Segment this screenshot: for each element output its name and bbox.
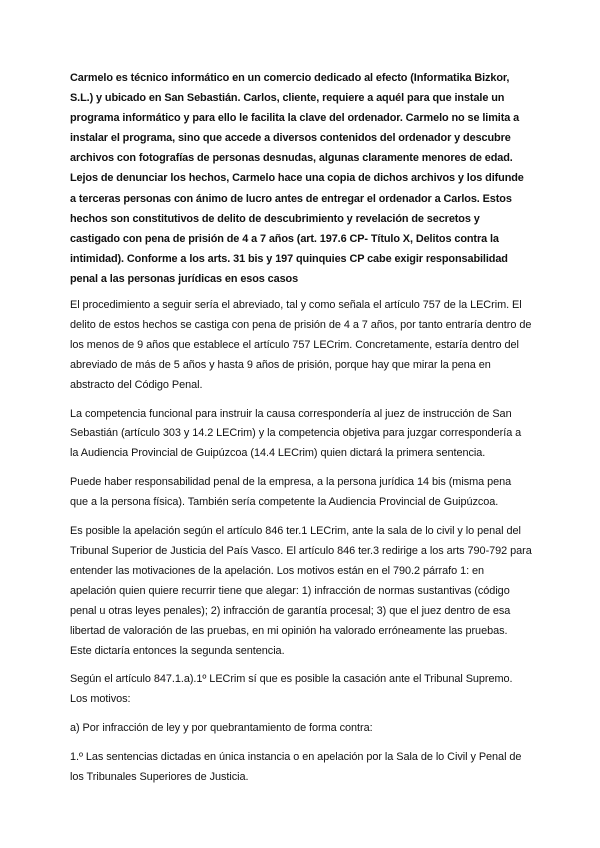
paragraph-competence: La competencia funcional para instruir la causa correspondería al juez de instrucción de San Sebastián (artículo 303 y 14.2 LECrim) y la competencia objetiva para juzgar correspondería a la Audiencia Provincial de Guipúzcoa (14.4 LECrim) quien dictará la primera sentencia. — [70, 407, 522, 460]
paragraph-cassation-item-1: 1.º Las sentencias dictadas en única instancia o en apelación por la Sala de lo Civil y Penal de los Tribunales Superiores de Justicia. — [70, 751, 522, 784]
paragraph-cassation-grounds: a) Por infracción de ley y por quebrantamiento de forma contra: — [70, 722, 373, 735]
paragraph-cassation: Según el artículo 847.1.a).1º LECrim sí que es posible la casación ante el Tribunal Supremo. Los motivos: — [70, 673, 513, 706]
paragraph-appeal: Es posible la apelación según el artículo 846 ter.1 LECrim, ante la sala de lo civil y lo penal del Tribunal Superior de Justicia del País Vasco. El artículo 846 ter.3 redirige a los arts 790-792 para entender las motivaciones de la apelación. Los motivos están en el 790.2 párrafo 1: en apelación quien quiere recurrir tiene que alegar: 1) infracción de normas sustantivas (código penal u otras leyes penales); 2) infracción de garantía procesal; 3) que el juez dentro de esa libertad de valoración de las pruebas, en mi opinión ha valorado erróneamente las pruebas. Este dictaría entonces la segunda sentencia. — [70, 525, 532, 657]
document-body — [70, 68, 532, 797]
paragraph-company-liability: Puede haber responsabilidad penal de la empresa, a la persona jurídica 14 bis (misma pena que a la persona física). También sería competente la Audiencia Provincial de Guipúzcoa. — [70, 476, 512, 509]
paragraph-procedure: El procedimiento a seguir sería el abreviado, tal y como señala el artículo 757 de la LECrim. El delito de estos hechos se castiga con pena de prisión de 4 a 7 años, por tanto entraría dentro de los menos de 9 años que establece el artículo 757 LECrim. Concretamente, estaría dentro del abreviado de más de 5 años y hasta 9 años de prisión, porque hay que mirar la pena en abstracto del Código Penal. — [70, 299, 532, 391]
case-statement: Carmelo es técnico informático en un comercio dedicado al efecto (Informatika Bizkor, S.L.) y ubicado en San Sebastián. Carlos, cliente, requiere a aquél para que instale un programa informático y para ello le facilita la clave del ordenador. Carmelo no se limita a instalar el programa, sino que accede a diversos contenidos del ordenador y descubre archivos con fotografías de personas desnudas, algunas claramente menores de edad. Lejos de denunciar los hechos, Carmelo hace una copia de dichos archivos y los difunde a terceras personas con ánimo de lucro antes de entregar el ordenador a Carlos. Estos hechos son constitutivos de delito de descubrimiento y revelación de secretos y castigado con pena de prisión de 4 a 7 años (art. 197.6 CP- Título X, Delitos contra la intimidad). Conforme a los arts. 31 bis y 197 quinquies CP cabe exigir responsabilidad penal a las personas jurídicas en esos casos — [70, 72, 524, 285]
